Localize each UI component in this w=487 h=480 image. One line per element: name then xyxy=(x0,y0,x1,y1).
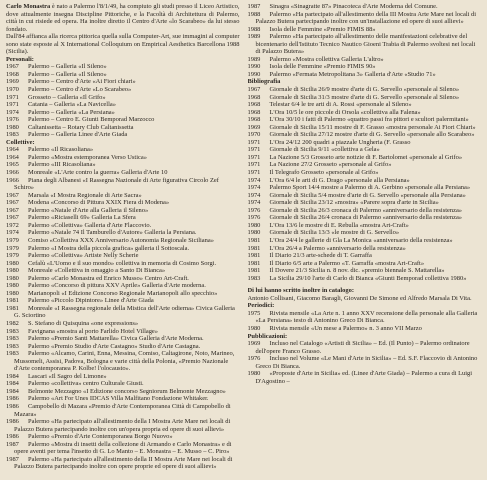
entry-text: Il Dovere 21/3 Sicilia n. 8 nov. dic. «premio biennale S. Mattarella» xyxy=(269,267,445,275)
entry-year: 1974 xyxy=(6,108,19,116)
collettive-list xyxy=(6,146,240,471)
entry-text: Piana degli Albanesi «I Rassegna Nazionale di Arte figurativa Circolo Zef Schiro» xyxy=(14,176,219,192)
entry-text: Giornale di Sicilia 9/11 «collettiva a Gela» xyxy=(269,146,380,154)
entry-year: 1981 xyxy=(247,267,261,275)
entry-year: 1968 xyxy=(247,93,261,101)
collettiva-entry xyxy=(6,146,240,154)
entry-text: Telestar 6/4 le tre arti di A. Rossi «personale al Sileno» xyxy=(269,101,412,109)
entry-text: Monreale «Collettiva in omaggio a Santo Di Bianca» xyxy=(28,267,166,275)
entry-year: 1980 xyxy=(247,324,261,332)
entry-year: 1966 xyxy=(6,176,19,184)
entry-text: Palermo «Mostra collettiva Galleria L'altro» xyxy=(269,55,384,63)
entry-year: 1971 xyxy=(247,161,261,169)
collettiva-entry xyxy=(6,229,240,237)
entry-year: 1967 xyxy=(6,214,19,222)
entry-year: 1979 xyxy=(6,244,19,252)
bibliografia-entry xyxy=(248,154,482,162)
entry-text: Giornale di Sicilia 5/4 mostre d'arte di G. Servello «personale alla Persiana» xyxy=(269,191,466,199)
entry-text: Cefalù «L'Uomo e il suo mondo» collettiva in memoria di Cosimo Sorgi. xyxy=(28,259,217,267)
entry-text: Incluso nel Catalogo «Artisti di Sicilia» – Ed. (Il Punto) – Palermo ordinatore dell'opere Franco Grasso. xyxy=(255,340,470,355)
entry-text: Giornale di Sicilia 23/12 «mostra» «Parere sopra d'arte in Sicilia» xyxy=(269,199,439,207)
entry-text: L'Ora 26/4 a Palermo «anniversario della resistenza» xyxy=(269,244,406,252)
entry-text: Il Diario 21/3 arte-schede di T. Garraffa xyxy=(269,252,372,260)
collettiva-entry xyxy=(6,252,240,260)
collettiva-entry xyxy=(6,282,240,290)
collettiva-entry xyxy=(6,177,240,192)
scritto-text: Antonio Collisani, Giacomo Baragli, Giovanni De Simone ed Alfredo Marsala Di Vita. xyxy=(247,294,472,302)
bibliografia-entry xyxy=(248,192,482,200)
entry-text: La Sicilia 29/10 l'arte di Carlo di Bianca «Giunti Bemporad collettiva 1980» xyxy=(269,274,467,282)
bibliografia-entry xyxy=(248,169,482,177)
collettiva-entry xyxy=(6,260,240,268)
entry-year: 1967 xyxy=(247,86,261,94)
entry-text: Palermo «Piccolo Dipintore» Linee d'Arte Giada xyxy=(28,297,154,305)
collettiva-entry xyxy=(6,161,240,169)
entry-text: Il Telegrafo Grosseto «personale al Grifo» xyxy=(269,169,379,177)
collettiva-entry xyxy=(6,222,240,230)
collettiva-entry xyxy=(6,335,240,343)
bibliografia-entry xyxy=(248,146,482,154)
intro-text: è nato a Palermo l'8/1/49, ha compiuto gli studi presso il Liceo Artistico, dove attualmente insegna Discipline Pittoriche, e la Facoltà di Architettura di Palermo, città in cui risiede ed opera. Ha inoltre diretto il Centro d'Arte «lo Scarabeo» da lui stesso fondato. xyxy=(6,3,240,33)
entry-year: 1981 xyxy=(247,236,261,244)
bibliografia-entry xyxy=(248,207,482,215)
personale-entry xyxy=(6,116,240,124)
entry-text: Belmonte Mezzagno «I Edizione concorso Segniorum Belmonte Mezzagno» xyxy=(28,387,226,395)
collettiva-entry xyxy=(6,192,240,200)
entry-year: 1976 xyxy=(247,355,261,363)
collettiva-entry xyxy=(6,237,240,245)
personali-list xyxy=(6,63,240,138)
entry-year: 1980 xyxy=(6,289,19,297)
entry-text: Campobello di Mazara «Premio d'Arte Contemporanea Città di Campobello di Mazara» xyxy=(14,402,231,418)
entry-year: 1982 xyxy=(6,319,19,327)
entry-year: 1981 xyxy=(6,304,19,312)
entry-year: 1964 xyxy=(6,153,19,161)
entry-year: 1983 xyxy=(6,131,19,139)
bibliografia-entry xyxy=(248,94,482,102)
personale-entry xyxy=(6,124,240,132)
entry-text: Marianopoli «I Edizione Concorso Regionale Marianopoli allo specchio» xyxy=(28,289,218,297)
entry-year: 1981 xyxy=(247,244,261,252)
periodici-heading: Periodici: xyxy=(247,302,275,310)
entry-text: Palermo «Collettiva» Artiste Nelly Scherie xyxy=(28,252,139,260)
bibliografia-entry xyxy=(248,260,482,268)
entry-text: Palermo – Galleria «La Persiana» xyxy=(28,108,115,116)
entry-text: Incluso nel Volume «Le Mani d'Arte in Sicilia» – Ed. S.F. Flaccovio di Antonino Greco Di Bianca. xyxy=(255,355,478,370)
bibliografia-entry xyxy=(248,139,482,147)
entry-year: 1969 xyxy=(6,78,19,86)
bibliografia-entry xyxy=(248,86,482,94)
entry-year: 1967 xyxy=(6,63,19,71)
bibliografia-entry xyxy=(248,184,482,192)
personale-entry xyxy=(6,101,240,109)
entry-text: Giornale di Sicilia 31/3 mostre d'arte di G. Servello «personale al Sileno» xyxy=(269,93,460,101)
entry-text: Isola delle Femmine «Premio FIMIS 88» xyxy=(269,25,376,33)
entry-year: 1983 xyxy=(247,274,261,282)
entry-year: 1967 xyxy=(6,199,19,207)
entry-text: Palermo – Centro d'Arte «Ai Fiori chiari» xyxy=(28,78,136,86)
entry-text: Palermo «Ha partecipato all'allestimento della II Mostra Arte Mare nei locali di Palazzo Butera partecipando inoltre con opere proprie ed opere di suoi allievi» xyxy=(14,455,233,471)
pubblicazione-entry xyxy=(248,340,482,355)
entry-year: 1966 xyxy=(6,169,19,177)
entry-text: Palermo «Ha partecipato all'allestimento della III Mostra Arte Mare nei locali di Palazzo Butera partecipando inoltre con un'installazione ed opere di suoi allievi» xyxy=(255,10,477,26)
pubblicazioni-heading: Pubblicazioni: xyxy=(247,332,288,340)
collettiva-entry xyxy=(6,395,240,403)
entry-text: Rivista mensile «La Arte n. 1 anno XXV recensione della personale alla Galleria «La Persiana» testo di Antonino Greco Di Bianca. xyxy=(255,309,478,325)
entry-year: 1969 xyxy=(247,340,261,348)
bibliografia-entry xyxy=(248,222,482,230)
collettiva-entry xyxy=(6,214,240,222)
personale-entry xyxy=(6,94,240,102)
entry-year: 1989 xyxy=(247,33,261,41)
collettiva-entry xyxy=(6,245,240,253)
collettiva-entry xyxy=(6,169,240,177)
entry-text: Palermo «Ha partecipato all'allestimento della I Mostra Arte Mare nei locali di Palazzo Butera partecipando inoltre con un'opera propria ed opere di suoi allievi» xyxy=(14,418,231,433)
personale-entry xyxy=(6,109,240,117)
entry-text: Palermo «Natale 74 Il Tamburello d'Autore» Galleria la Persiana. xyxy=(28,229,197,237)
entry-text: Comiso «Collettiva XXX Anniversario Autonomia Regionale Siciliana» xyxy=(28,236,214,244)
entry-text: Catania – Galleria «La Navicella» xyxy=(28,101,116,109)
collettiva-entry xyxy=(6,267,240,275)
collettiva-entry xyxy=(6,373,240,381)
entry-year: 1986 xyxy=(6,433,19,441)
scritto-heading: Di lui hanno scritto inoltre in catalogo: xyxy=(247,287,354,295)
entry-text: Palermo «Art For Unes IDCAS Villa Malfitano Fondazione Whitaker. xyxy=(28,395,209,403)
entry-year: 1988 xyxy=(247,10,261,18)
entry-text: Giornale di Sicilia 15/11 mostre di F. Grasso «mostra personale Ai Fiori Chiari» xyxy=(269,123,476,131)
entry-text: Palermo «Ha partecipato all'allestimento delle manifestazioni celebrative del bicentenario dell'Istituto Tecnico Nautico Gioeni Trabia di Palermo svoltesi nei locali di Palazzo Butera» xyxy=(255,33,476,56)
entry-text: S. Stefano di Quisquina «one expressions» xyxy=(28,319,139,327)
pubblicazione-entry xyxy=(248,370,482,385)
entry-year: 1980 xyxy=(6,274,19,282)
entry-text: Palermo «Concorso di pittura XXV Aprile» Galleria d'Arte moderna. xyxy=(28,282,206,290)
entry-text: Palermo «Riciaselli 69» Galleria La Sfera xyxy=(28,214,136,222)
collettiva-entry xyxy=(6,328,240,336)
collettiva-entry xyxy=(6,320,240,328)
entry-year: 1990 xyxy=(247,63,261,71)
entry-year: 1974 xyxy=(247,199,261,207)
entry-text: Palermo «III Ricasoliana» xyxy=(28,161,96,169)
entry-year: 1983 xyxy=(6,350,19,358)
bibliografia-entry xyxy=(248,267,482,275)
entry-text: La Nazione 5/3 Grosseto arte notizie di F. Bartolomei «personale al Grifo» xyxy=(269,153,463,161)
artist-name: Carlo Monastra xyxy=(6,3,51,10)
bibliografia-entry xyxy=(248,131,482,139)
entry-year: 1970 xyxy=(247,131,261,139)
entry-text: Palermo «Premio Studio d'Arte Castagno» Studio d'Arte Castagna. xyxy=(28,342,201,350)
entry-text: La Nazione 27/2 Grosseto «personale al Grifo» xyxy=(269,161,392,169)
personale-entry xyxy=(6,63,240,71)
entry-year: 1979 xyxy=(6,236,19,244)
collettiva-entry xyxy=(248,56,482,64)
entry-year: 1967 xyxy=(6,206,19,214)
entry-text: Monreale «I Rassegna regionale della Mistica dell'Arte odierna» Civica Galleria G. Sciortino xyxy=(14,304,235,320)
entry-year: 1968 xyxy=(6,70,19,78)
entry-year: 1974 xyxy=(6,229,19,237)
intro-paragraph xyxy=(6,3,240,33)
collettiva-entry xyxy=(6,380,240,388)
entry-text: L'Ora 24/4 le gallerie di Gla La Monica «anniversario della resistenza» xyxy=(269,236,453,244)
entry-text: Palermo «Fermata Metropolitana 3» Galleria d'Arte «Studio 71» xyxy=(269,70,436,78)
collettiva-entry xyxy=(248,33,482,56)
bibliografia-entry xyxy=(248,214,482,222)
entry-year: 1974 xyxy=(247,176,261,184)
entry-text: Giornale di Sicilia 26/9 mostre d'arte di G. Servello «personale al Sileno» xyxy=(269,86,460,94)
entry-year: 1983 xyxy=(6,342,19,350)
entry-text: Modena «Concorso di Pittura XXIX Fiera di Modena» xyxy=(28,199,170,207)
entry-year: 1970 xyxy=(6,86,19,94)
collettiva-entry xyxy=(6,207,240,215)
entry-text: Palermo «Collettiva» Galleria d'Arte Flaccovio. xyxy=(28,221,152,229)
collettiva-entry xyxy=(6,456,240,471)
bibliografia-entry xyxy=(248,109,482,117)
bibliografia-entry xyxy=(248,161,482,169)
entry-text: Palermo – Galleria «Il Sileno» xyxy=(28,63,107,71)
bibliografia-entry xyxy=(248,275,482,283)
collettiva-entry xyxy=(6,388,240,396)
entry-text: Palermo «collettiva» centro Culturale Giusti. xyxy=(28,380,144,388)
collettiva-entry xyxy=(6,199,240,207)
entry-year: 1987 xyxy=(6,440,19,448)
collettiva-entry xyxy=(6,305,240,320)
entry-text: Palermo – Galleria Linee d'Arte Giada xyxy=(28,131,128,139)
entry-year: 1980 xyxy=(6,282,19,290)
collettive-heading: Collettive: xyxy=(6,138,35,146)
entry-text: Grosseto – Galleria «Il Grifo» xyxy=(28,93,106,101)
entry-text: Giornale di Sicilia 27/12 mostre d'arte di G. Servello «personale allo Scarabeo» xyxy=(269,131,475,139)
entry-text: Giornale di Sicilia 26/3 cronaca di Palermo «anniversario della resistenza» xyxy=(269,206,463,214)
entry-year: 1971 xyxy=(6,93,19,101)
collettiva-entry xyxy=(6,433,240,441)
personale-entry xyxy=(6,131,240,139)
entry-year: 1990 xyxy=(247,70,261,78)
collettive-continued-list xyxy=(248,3,482,78)
entry-year: 1971 xyxy=(247,138,261,146)
periodici-list xyxy=(248,310,482,333)
pubblicazione-entry xyxy=(248,355,482,370)
collettiva-entry xyxy=(6,350,240,373)
entry-year: 1964 xyxy=(6,146,19,154)
entry-year: 1986 xyxy=(6,402,19,410)
collettiva-entry xyxy=(6,441,240,456)
entry-text: Palermo – Galleria «Il Sileno» xyxy=(28,70,107,78)
entry-year: 1968 xyxy=(247,108,261,116)
entry-text: Palermo «I Mostra della piccola grafica» galleria il Sottoscala. xyxy=(28,244,190,252)
entry-year: 1988 xyxy=(247,25,261,33)
entry-year: 1984 xyxy=(6,372,19,380)
entry-year: 1984 xyxy=(6,380,19,388)
collettiva-entry xyxy=(248,26,482,34)
entry-text: Sinagra «Sinagratte 87» Pinacoteca d'Arte Moderna del Comune. xyxy=(269,3,438,10)
entry-year: 1968 xyxy=(247,116,261,124)
collettiva-entry xyxy=(6,403,240,418)
entry-year: 1979 xyxy=(6,252,19,260)
entry-year: 1980 xyxy=(247,370,261,378)
entry-text: L'Ora 30/10 i fatti di Palermo «quattro passi fra pittori e scultori palermitani» xyxy=(269,116,469,124)
bibliografia-entry xyxy=(248,252,482,260)
entry-text: Palermo «Il Ricasoliana» xyxy=(28,146,94,154)
entry-year: 1980 xyxy=(6,267,19,275)
entry-year: 1980 xyxy=(6,259,19,267)
entry-year: 1974 xyxy=(247,184,261,192)
entry-year: 1974 xyxy=(247,191,261,199)
entry-text: L'Ora 6/4 le arti di G. Drago «personale alla Persiana» xyxy=(269,176,410,184)
entry-year: 1971 xyxy=(247,153,261,161)
entry-text: Palermo «Mostra di insetti della collezione di Armando e Carlo Monastra» e di opere aventi per tema l'insetto di G. Lo Manto – E. Monastra – E. Musso – C. Piro» xyxy=(14,440,232,456)
pubblicazioni-list xyxy=(248,340,482,385)
personale-entry xyxy=(6,78,240,86)
entry-text: Monreale «L'Arte contro la guerra» Galleria d'Arte 10 xyxy=(28,169,168,177)
intro-paragraph-2: Dall'84 affianca alla ricerca pittorica quella sulla Computer-Art, sue immagini al computer sono state esposte al X International Colloquium on Empirical Aesthetics Barcellona 1988 (Sicilia). xyxy=(6,33,240,56)
entry-text: Palermo «Mostra estemporanea Verso Ustica» xyxy=(28,153,147,161)
entry-text: Giornale di Sicilia 26/4 cronaca di Palermo «anniversario della resistenza» xyxy=(269,214,463,222)
right-column xyxy=(248,3,482,480)
bibliografia-entry xyxy=(248,101,482,109)
entry-text: Isola delle Femmine «Premio FIMIS 90» xyxy=(269,63,376,71)
personale-entry xyxy=(6,71,240,79)
personali-heading: Personali: xyxy=(6,55,34,63)
entry-year: 1976 xyxy=(247,206,261,214)
collettiva-entry xyxy=(248,11,482,26)
collettiva-entry xyxy=(6,154,240,162)
entry-text: Giornale di Sicilia 13/3 «le mostre di G. Servello» xyxy=(269,229,400,237)
entry-year: 1967 xyxy=(6,191,19,199)
entry-year: 1987 xyxy=(6,455,19,463)
left-column xyxy=(6,3,240,480)
bibliografia-heading: Bibliografia xyxy=(247,78,281,86)
entry-year: 1976 xyxy=(6,116,19,124)
collettiva-entry xyxy=(6,290,240,298)
entry-year: 1986 xyxy=(6,418,19,426)
bibliografia-entry xyxy=(248,199,482,207)
collettiva-entry xyxy=(6,418,240,433)
entry-year: 1975 xyxy=(247,309,261,317)
entry-text: Palermo «Premio Santi Mattarella» Civica Galleria d'Arte Moderna. xyxy=(28,335,204,343)
entry-year: 1981 xyxy=(247,252,261,260)
periodico-entry xyxy=(248,325,482,333)
collettiva-entry xyxy=(6,275,240,283)
entry-year: 1971 xyxy=(247,169,261,177)
bibliografia-entry xyxy=(248,245,482,253)
entry-year: 1981 xyxy=(247,259,261,267)
collettiva-entry xyxy=(248,71,482,79)
entry-text: Marsala «I Mostra Regionale di Arte Sacra» xyxy=(28,191,142,199)
entry-year: 1983 xyxy=(6,335,19,343)
entry-year: 1986 xyxy=(6,395,19,403)
bibliografia-entry xyxy=(248,229,482,237)
entry-text: Caltanissetta – Rotary Club Caltanissetta xyxy=(28,123,134,131)
entry-year: 1983 xyxy=(6,327,19,335)
entry-year: 1968 xyxy=(247,101,261,109)
bibliografia-entry xyxy=(248,124,482,132)
entry-text: «Proposte d'Arte in Sicilia» ed. (Linee d'Arte Giada) – Palermo a cura di Luigi D'Agostino – xyxy=(255,370,473,385)
entry-text: Palermo Sport 14/4 mostre a Palermo di A. Gerbino «personale alla Persiana» xyxy=(269,184,471,192)
bibliografia-entry xyxy=(248,177,482,185)
entry-year: 1969 xyxy=(247,123,261,131)
entry-text: L'Ora 13/6 le mostre di E. Rebulla «mostra Art-Craft» xyxy=(269,221,409,229)
entry-year: 1980 xyxy=(247,229,261,237)
entry-year: 1980 xyxy=(247,221,261,229)
entry-text: Favignana «mostra al porto Farlido Hotel Village» xyxy=(28,327,159,335)
entry-text: Rivista mensile «Un mese a Palermo» n. 3 anno VII Marzo xyxy=(269,324,422,332)
entry-year: 1981 xyxy=(6,297,19,305)
entry-year: 1984 xyxy=(6,387,19,395)
entry-year: 1971 xyxy=(247,146,261,154)
entry-year: 1971 xyxy=(6,101,19,109)
entry-year: 1972 xyxy=(6,221,19,229)
entry-text: L'Ora 24/12 200 quadri a piazzale Ungheria (F. Grasso xyxy=(269,138,411,146)
entry-text: Palermo «Alcamo, Carini, Enna, Messina, Comiso, Caltagirone, Noto, Marineo, Mussomeli, Assisi, Padova, Bologna e varie città della Polonia, «Premio Nazionale d'Arte contemporanea P. Kolbe! l'olocausto». xyxy=(14,350,235,373)
entry-year: 1987 xyxy=(247,3,261,10)
entry-year: 1976 xyxy=(247,214,261,222)
entry-text: Il Diario 6/5 arte a Palermo «T. Garraffa «mostra Art-Craft» xyxy=(269,259,425,267)
entry-text: Palermo «Carlo Monastra ed Enrico Musso» Centro Art-Craft. xyxy=(28,274,189,282)
entry-text: Palermo «Natale d'Arte alla Galleria il Sileno» xyxy=(28,206,149,214)
bibliografia-entry xyxy=(248,116,482,124)
entry-year: 1989 xyxy=(247,55,261,63)
entry-year: 1980 xyxy=(6,123,19,131)
collettiva-entry xyxy=(6,343,240,351)
bibliografia-entry xyxy=(248,237,482,245)
entry-text: Lascari «Il Sagro del Limone» xyxy=(28,372,107,380)
collettiva-entry xyxy=(248,3,482,11)
entry-year: 1965 xyxy=(6,161,19,169)
collettiva-entry xyxy=(6,297,240,305)
entry-text: Palermo «Premio d'Arte Contemporanea Borgo Nuovo» xyxy=(28,433,173,441)
periodico-entry xyxy=(248,310,482,325)
entry-text: Palermo – Centro E. Giunti Bemporad Marzocco xyxy=(28,116,155,124)
personale-entry xyxy=(6,86,240,94)
entry-text: L'Ora 10/5 le ore piccole di Orsola «collettiva alla Falena» xyxy=(269,108,421,116)
entry-text: Palermo – Centro d'Arte «Lo Scarabeo» xyxy=(28,86,132,94)
collettiva-entry xyxy=(248,63,482,71)
bibliografia-list xyxy=(248,86,482,282)
